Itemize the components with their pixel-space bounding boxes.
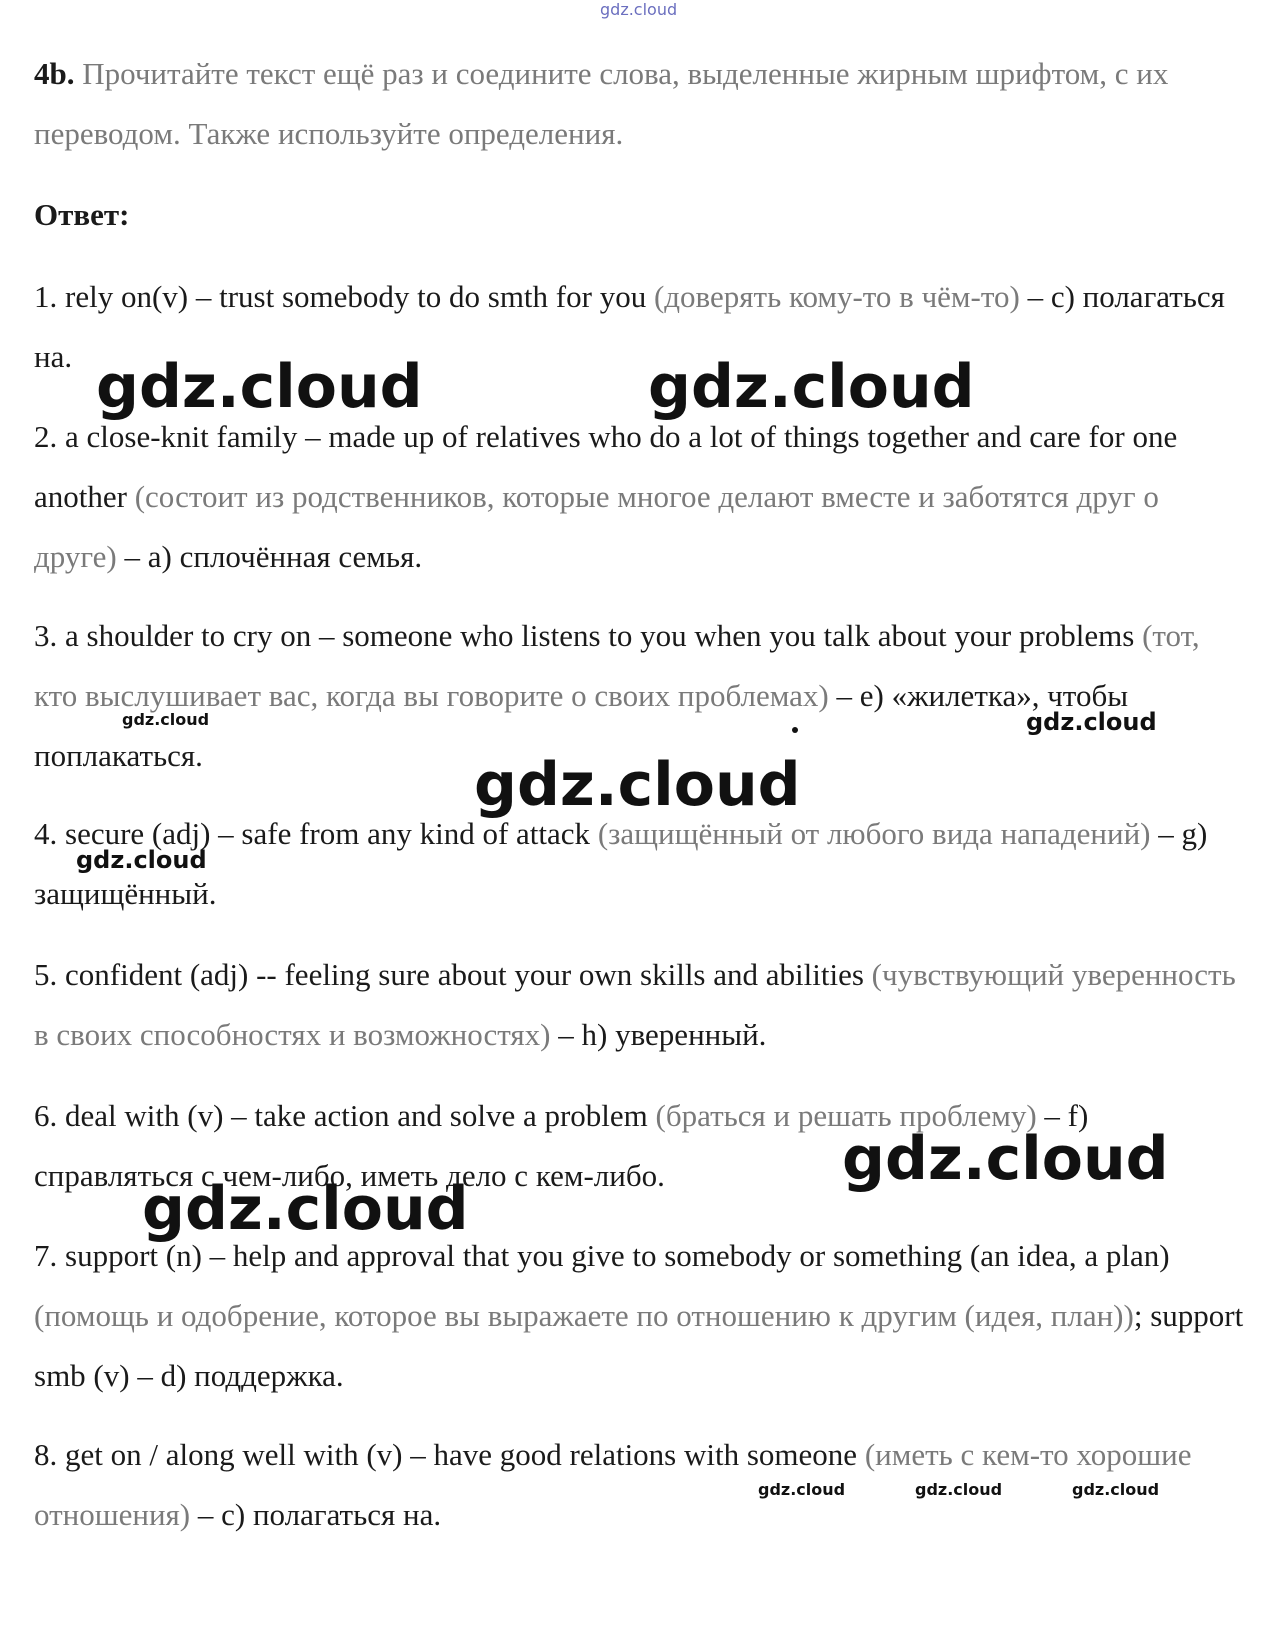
item-answer: – c) полагаться на. xyxy=(197,1497,442,1532)
item-answer: – h) уверенный. xyxy=(558,1017,767,1052)
task-text: Прочитайте текст ещё раз и соедините слова, выделенные жирным шрифтом, с их переводом. Также используйте определения. xyxy=(34,56,1169,151)
item-ru: (иметь с кем-то хорошие отношения) xyxy=(34,1437,1192,1532)
list-item xyxy=(34,945,1244,1065)
watermark: gdz.cloud xyxy=(96,352,423,422)
watermark: gdz.cloud xyxy=(122,710,210,729)
list-item xyxy=(34,407,1244,587)
task-number: 4b. xyxy=(34,56,75,91)
list-item xyxy=(34,804,1244,924)
item-answer: – c) полагаться на. xyxy=(34,279,1225,374)
watermark: gdz.cloud xyxy=(474,750,801,820)
item-ru: (доверять кому-то в чём-то) xyxy=(653,279,1020,314)
item-ru: (браться и решать проблему) xyxy=(655,1098,1037,1133)
item-en: 6. deal with (v) – take action and solve a problem xyxy=(34,1098,648,1133)
item-answer: – e) «жилетка», чтобы поплакаться. xyxy=(34,678,1129,773)
watermark-top: gdz.cloud xyxy=(600,0,678,19)
item-en: 3. a shoulder to cry on – someone who listens to you when you talk about your problems xyxy=(34,618,1135,653)
item-answer: – f) справляться с чем-либо, иметь дело с кем-либо. xyxy=(34,1098,1089,1193)
stray-dot xyxy=(792,727,798,733)
watermark: gdz.cloud xyxy=(648,352,975,422)
item-ru: (чувствующий уверенность в своих способностях и возможностях) xyxy=(34,957,1236,1052)
item-answer: ; support smb (v) – d) поддержка. xyxy=(34,1298,1244,1393)
watermark: gdz.cloud xyxy=(1026,708,1157,736)
item-ru: (тот, кто выслушивает вас, когда вы говорите о своих проблемах) xyxy=(34,618,1200,713)
watermark: gdz.cloud xyxy=(758,1480,846,1499)
item-answer: – a) сплочённая семья. xyxy=(124,539,423,574)
answer-label: Ответ: xyxy=(34,197,130,232)
item-answer: – g) защищённый. xyxy=(34,816,1208,911)
watermark: gdz.cloud xyxy=(842,1124,1169,1194)
watermark: gdz.cloud xyxy=(142,1174,469,1244)
list-item xyxy=(34,1425,1244,1545)
item-ru: (состоит из родственников, которые многое делают вместе и заботятся друг о друге) xyxy=(34,479,1159,574)
item-ru: (помощь и одобрение, которое вы выражаете по отношению к другим (идея, план)) xyxy=(34,1298,1134,1333)
item-en: 8. get on / along well with (v) – have good relations with someone xyxy=(34,1437,858,1472)
item-ru: (защищённый от любого вида нападений) xyxy=(597,816,1151,851)
item-en: 1. rely on(v) – trust somebody to do smth for you xyxy=(34,279,647,314)
watermark: gdz.cloud xyxy=(1072,1480,1160,1499)
watermark: gdz.cloud xyxy=(915,1480,1003,1499)
item-en: 4. secure (adj) – safe from any kind of attack xyxy=(34,816,591,851)
item-en: 7. support (n) – help and approval that you give to somebody or something (an idea, a plan) xyxy=(34,1238,1170,1273)
task-instruction xyxy=(34,44,1244,164)
answer-heading xyxy=(34,185,1244,245)
watermark: gdz.cloud xyxy=(76,846,207,874)
list-item xyxy=(34,1226,1244,1406)
item-en: 5. confident (adj) -- feeling sure about your own skills and abilities xyxy=(34,957,864,992)
item-en: 2. a close-knit family – made up of relatives who do a lot of things together and care for one another xyxy=(34,419,1178,514)
